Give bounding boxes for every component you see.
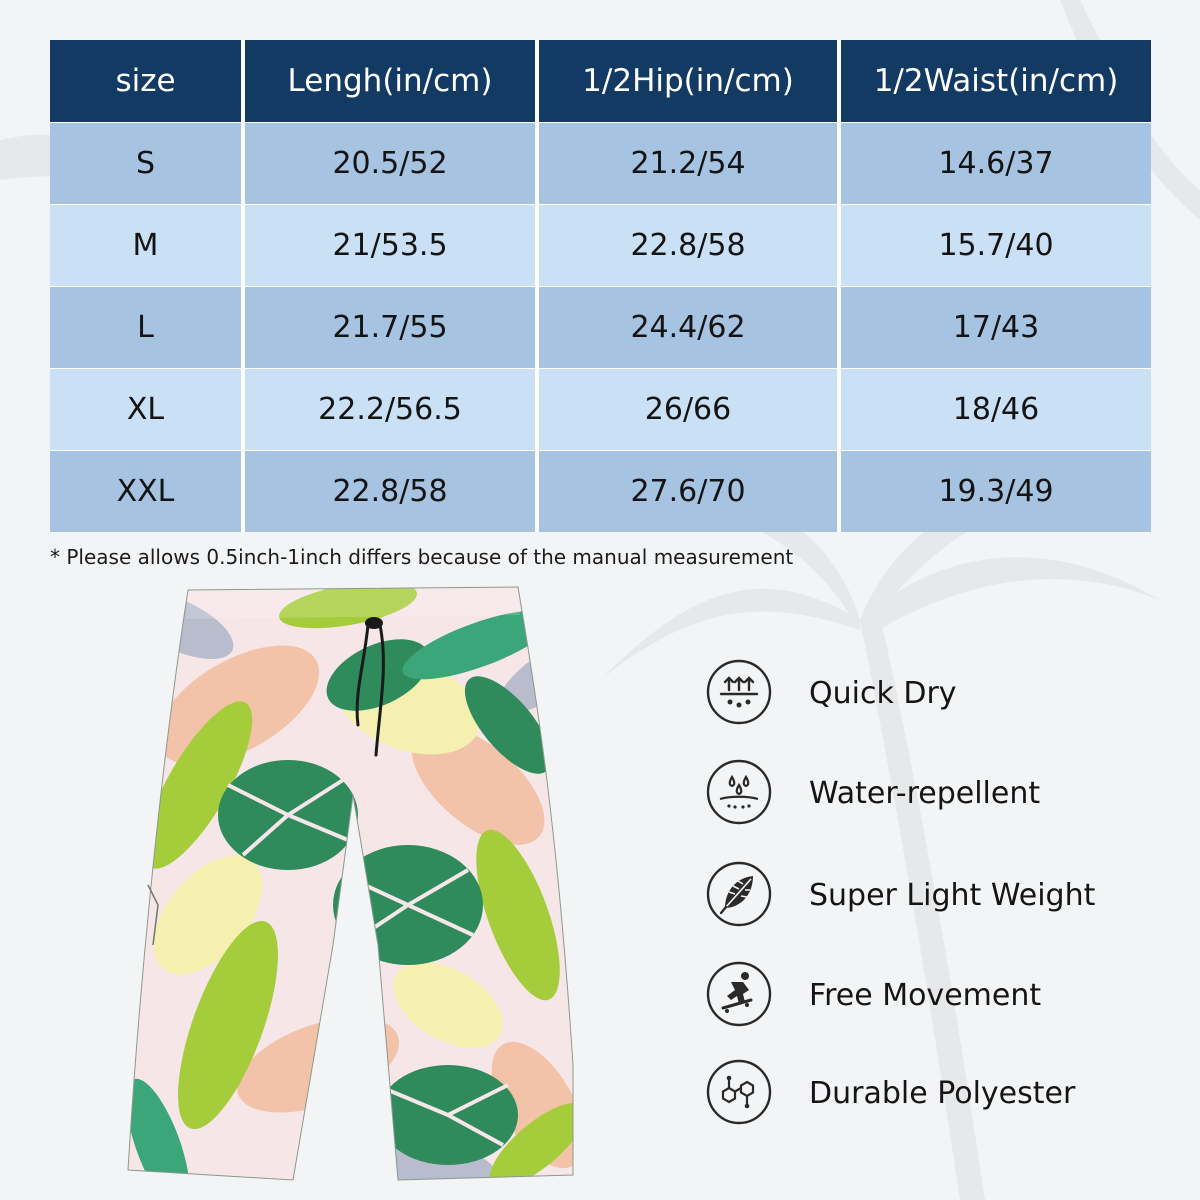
hip-cell: 27.6/70: [537, 451, 839, 533]
molecule-icon: [705, 1058, 773, 1126]
feature-label: Durable Polyester: [809, 1076, 1076, 1111]
length-cell: 21/53.5: [243, 205, 537, 287]
size-chart-header-row: [50, 40, 1151, 123]
table-row: [50, 369, 1151, 451]
feature-durable-polyester: [705, 1058, 1175, 1128]
length-cell: 22.2/56.5: [243, 369, 537, 451]
measurement-note: * Please allows 0.5inch-1inch differs because of the manual measurement: [50, 545, 794, 569]
size-cell: L: [50, 287, 243, 369]
size-cell: XL: [50, 369, 243, 451]
header-length: Lengh(in/cm): [243, 40, 537, 123]
feature-label: Quick Dry: [809, 676, 957, 711]
size-cell: S: [50, 123, 243, 205]
table-row: [50, 205, 1151, 287]
feature-quick-dry: [705, 658, 1175, 728]
table-row: [50, 451, 1151, 533]
length-cell: 21.7/55: [243, 287, 537, 369]
size-chart-table: [50, 40, 1151, 532]
feature-label: Water-repellent: [809, 776, 1041, 811]
hip-cell: 21.2/54: [537, 123, 839, 205]
header-waist: 1/2Waist(in/cm): [839, 40, 1151, 123]
hip-cell: 22.8/58: [537, 205, 839, 287]
hip-cell: 24.4/62: [537, 287, 839, 369]
waist-cell: 15.7/40: [839, 205, 1151, 287]
skateboarder-icon: [705, 960, 773, 1028]
feature-label: Super Light Weight: [809, 878, 1096, 913]
size-cell: M: [50, 205, 243, 287]
header-size: size: [50, 40, 243, 123]
table-row: [50, 123, 1151, 205]
waist-cell: 18/46: [839, 369, 1151, 451]
hip-cell: 26/66: [537, 369, 839, 451]
feature-free-movement: [705, 960, 1175, 1030]
length-cell: 20.5/52: [243, 123, 537, 205]
size-cell: XXL: [50, 451, 243, 533]
feature-water-repellent: [705, 758, 1175, 828]
feature-light-weight: [705, 860, 1175, 930]
waist-cell: 14.6/37: [839, 123, 1151, 205]
board-shorts-image: [118, 585, 588, 1185]
table-row: [50, 287, 1151, 369]
length-cell: 22.8/58: [243, 451, 537, 533]
waist-cell: 19.3/49: [839, 451, 1151, 533]
waist-cell: 17/43: [839, 287, 1151, 369]
feather-icon: [705, 860, 773, 928]
feature-label: Free Movement: [809, 978, 1042, 1013]
header-hip: 1/2Hip(in/cm): [537, 40, 839, 123]
water-repellent-icon: [705, 758, 773, 826]
quick-dry-icon: [705, 658, 773, 726]
